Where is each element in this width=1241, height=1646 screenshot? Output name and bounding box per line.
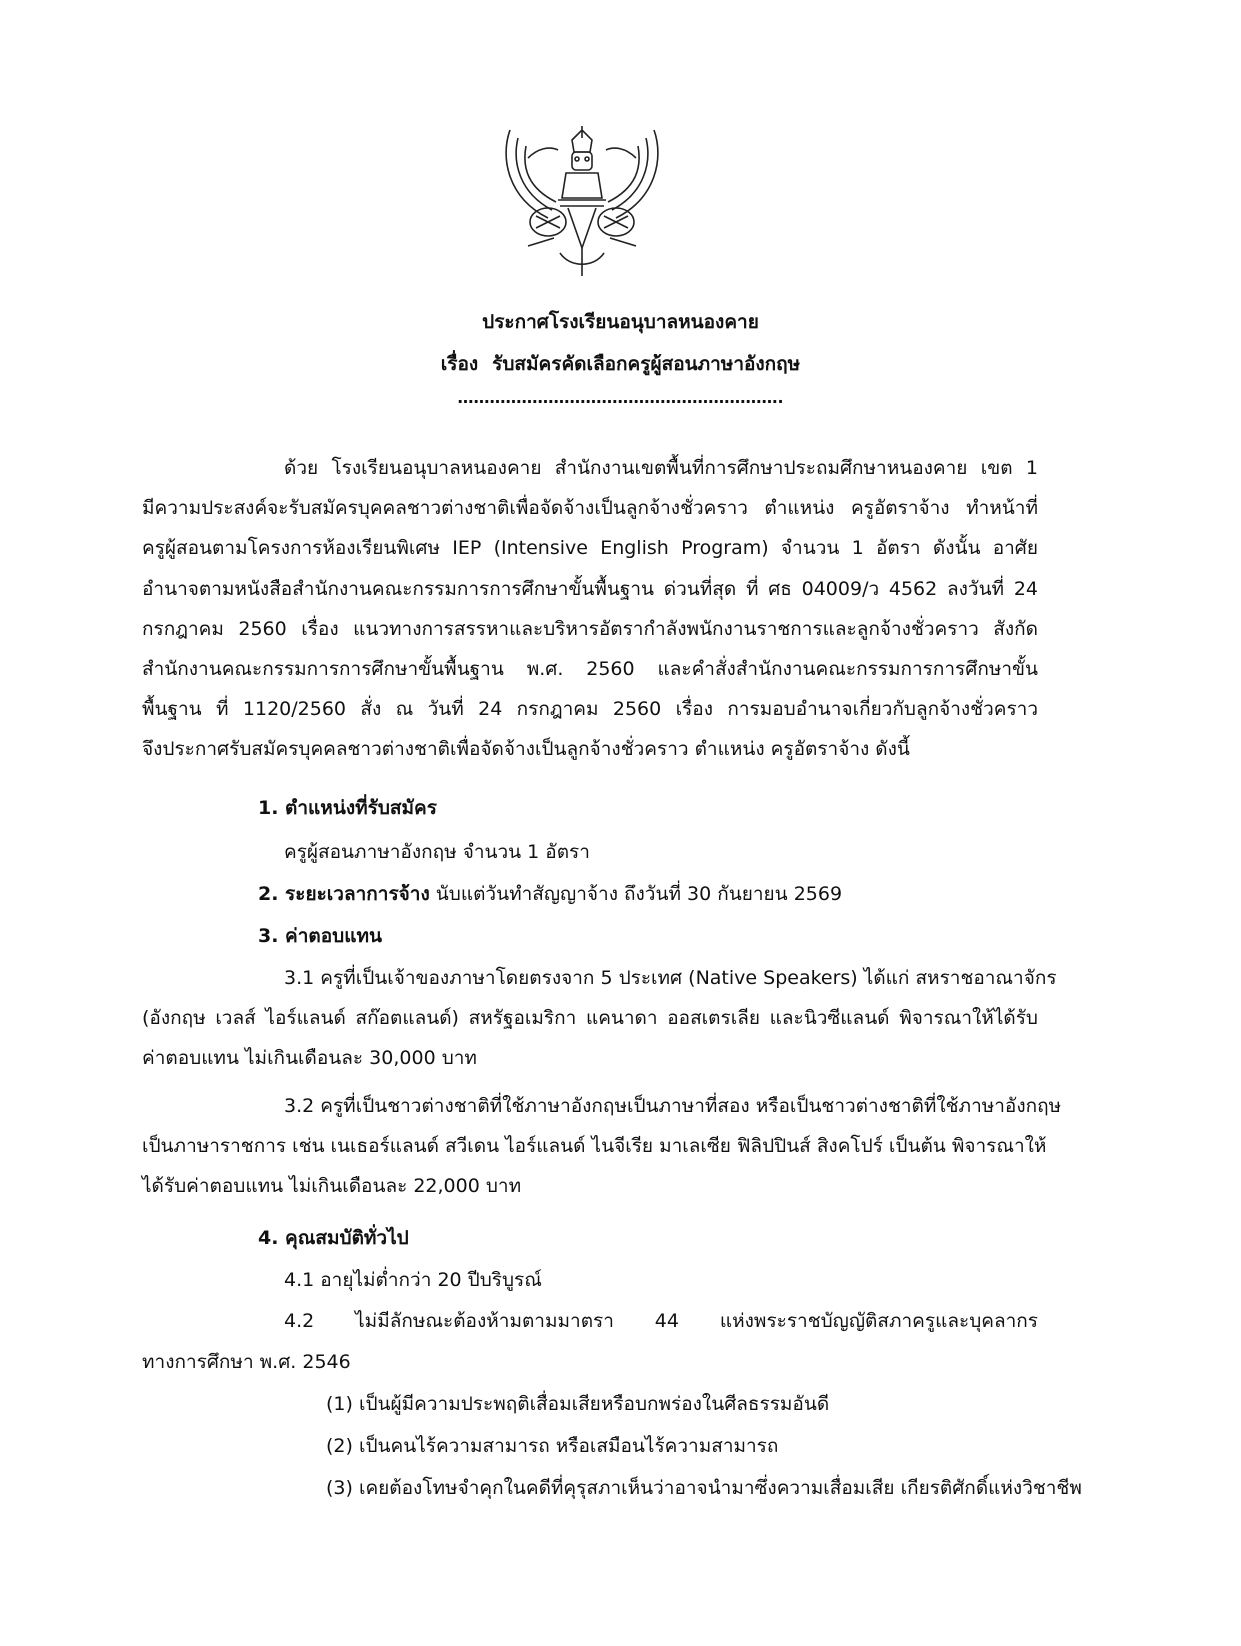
subject-label: เรื่อง <box>440 353 479 375</box>
intro-line: ครูผู้สอนตามโครงการห้องเรียนพิเศษ IEP (Intensive English Program) จำนวน 1 อัตรา ดังนั้น อาศัย <box>142 537 1038 559</box>
intro-line: อำนาจตามหนังสือสำนักงานคณะกรรมการการศึกษาขั้นพื้นฐาน ด่วนที่สุด ที่ ศธ 04009/ว 4562 ลงวันที่ 24 <box>142 578 1038 600</box>
section-3-heading: 3. ค่าตอบแทน <box>258 925 383 947</box>
section-2-body: นับแต่วันทำสัญญาจ้าง ถึงวันที่ 30 กันยายน 2569 <box>435 883 843 905</box>
section-3-2-line: 3.2 ครูที่เป็นชาวต่างชาติที่ใช้ภาษาอังกฤษเป็นภาษาที่สอง หรือเป็นชาวต่างชาติที่ใช้ภาษาอังกฤษ <box>284 1095 1062 1117</box>
intro-line: กรกฎาคม 2560 เรื่อง แนวทางการสรรหาและบริหารอัตรากำลังพนักงานราชการและลูกจ้างชั่วคราว สังกัด <box>142 618 1038 640</box>
announcement-subject <box>0 349 1241 379</box>
section-1-heading: 1. ตำแหน่งที่รับสมัคร <box>258 797 437 819</box>
section-4-2-line: 4.2 ไม่มีลักษณะต้องห้ามตามมาตรา 44 แห่งพระราชบัญญัติสภาครูและบุคลากร <box>284 1310 1038 1332</box>
list-item: (1) เป็นผู้มีความประพฤติเสื่อมเสียหรือบกพร่องในศีลธรรมอันดี <box>326 1393 830 1415</box>
section-1-body: ครูผู้สอนภาษาอังกฤษ จำนวน 1 อัตรา <box>284 841 590 863</box>
garuda-emblem <box>498 118 666 278</box>
section-3-1-line: 3.1 ครูที่เป็นเจ้าของภาษาโดยตรงจาก 5 ประเทศ (Native Speakers) ได้แก่ สหราชอาณาจักร <box>284 967 1057 989</box>
section-4-1: 4.1 อายุไม่ต่ำกว่า 20 ปีบริบูรณ์ <box>284 1269 542 1291</box>
section-3-2-line: เป็นภาษาราชการ เช่น เนเธอร์แลนด์ สวีเดน ไอร์แลนด์ ไนจีเรีย มาเลเซีย ฟิลิปปินส์ สิงคโปร์ เป็นต้น พิจารณาให้ <box>142 1135 1047 1157</box>
intro-line: จึงประกาศรับสมัครบุคคลชาวต่างชาติเพื่อจัดจ้างเป็นลูกจ้างชั่วคราว ตำแหน่ง ครูอัตราจ้าง ดังนี้ <box>142 738 910 760</box>
intro-line: สำนักงานคณะกรรมการการศึกษาขั้นพื้นฐาน พ.ศ. 2560 และคำสั่งสำนักงานคณะกรรมการการศึกษาขั้น <box>142 658 1038 680</box>
intro-line: มีความประสงค์จะรับสมัครบุคคลชาวต่างชาติเพื่อจัดจ้างเป็นลูกจ้างชั่วคราว ตำแหน่ง ครูอัตราจ้าง ทำหน้าที่ <box>142 497 1038 519</box>
section-3-1-line: (อังกฤษ เวลส์ ไอร์แลนด์ สก๊อตแลนด์) สหรัฐอเมริกา แคนาดา ออสเตรเลีย และนิวซีแลนด์ พิจารณาให้ได้รับ <box>142 1007 1038 1029</box>
section-2 <box>258 882 842 906</box>
section-3-2-line: ได้รับค่าตอบแทน ไม่เกินเดือนละ 22,000 บาท <box>142 1175 522 1197</box>
announcement-title: ประกาศโรงเรียนอนุบาลหนองคาย <box>482 311 759 333</box>
section-3-1-line: ค่าตอบแทน ไม่เกินเดือนละ 30,000 บาท <box>142 1047 477 1069</box>
section-4-2-line: ทางการศึกษา พ.ศ. 2546 <box>142 1351 351 1373</box>
separator-dots: ……………………………………………………. <box>457 388 784 407</box>
list-item: (2) เป็นคนไร้ความสามารถ หรือเสมือนไร้ความสามารถ <box>326 1435 779 1457</box>
section-2-heading: 2. ระยะเวลาการจ้าง <box>258 883 430 905</box>
subject-text: รับสมัครคัดเลือกครูผู้สอนภาษาอังกฤษ <box>492 353 801 375</box>
section-4-heading: 4. คุณสมบัติทั่วไป <box>258 1227 409 1249</box>
intro-line: พื้นฐาน ที่ 1120/2560 สั่ง ณ วันที่ 24 กรกฎาคม 2560 เรื่อง การมอบอำนาจเกี่ยวกับลูกจ้างชั่วคราว <box>142 698 1038 720</box>
intro-line: ด้วย โรงเรียนอนุบาลหนองคาย สำนักงานเขตพื้นที่การศึกษาประถมศึกษาหนองคาย เขต 1 <box>284 457 1038 479</box>
list-item: (3) เคยต้องโทษจำคุกในคดีที่คุรุสภาเห็นว่าอาจนำมาซึ่งความเสื่อมเสีย เกียรติศักดิ์แห่งวิชาชีพ <box>326 1477 1082 1499</box>
